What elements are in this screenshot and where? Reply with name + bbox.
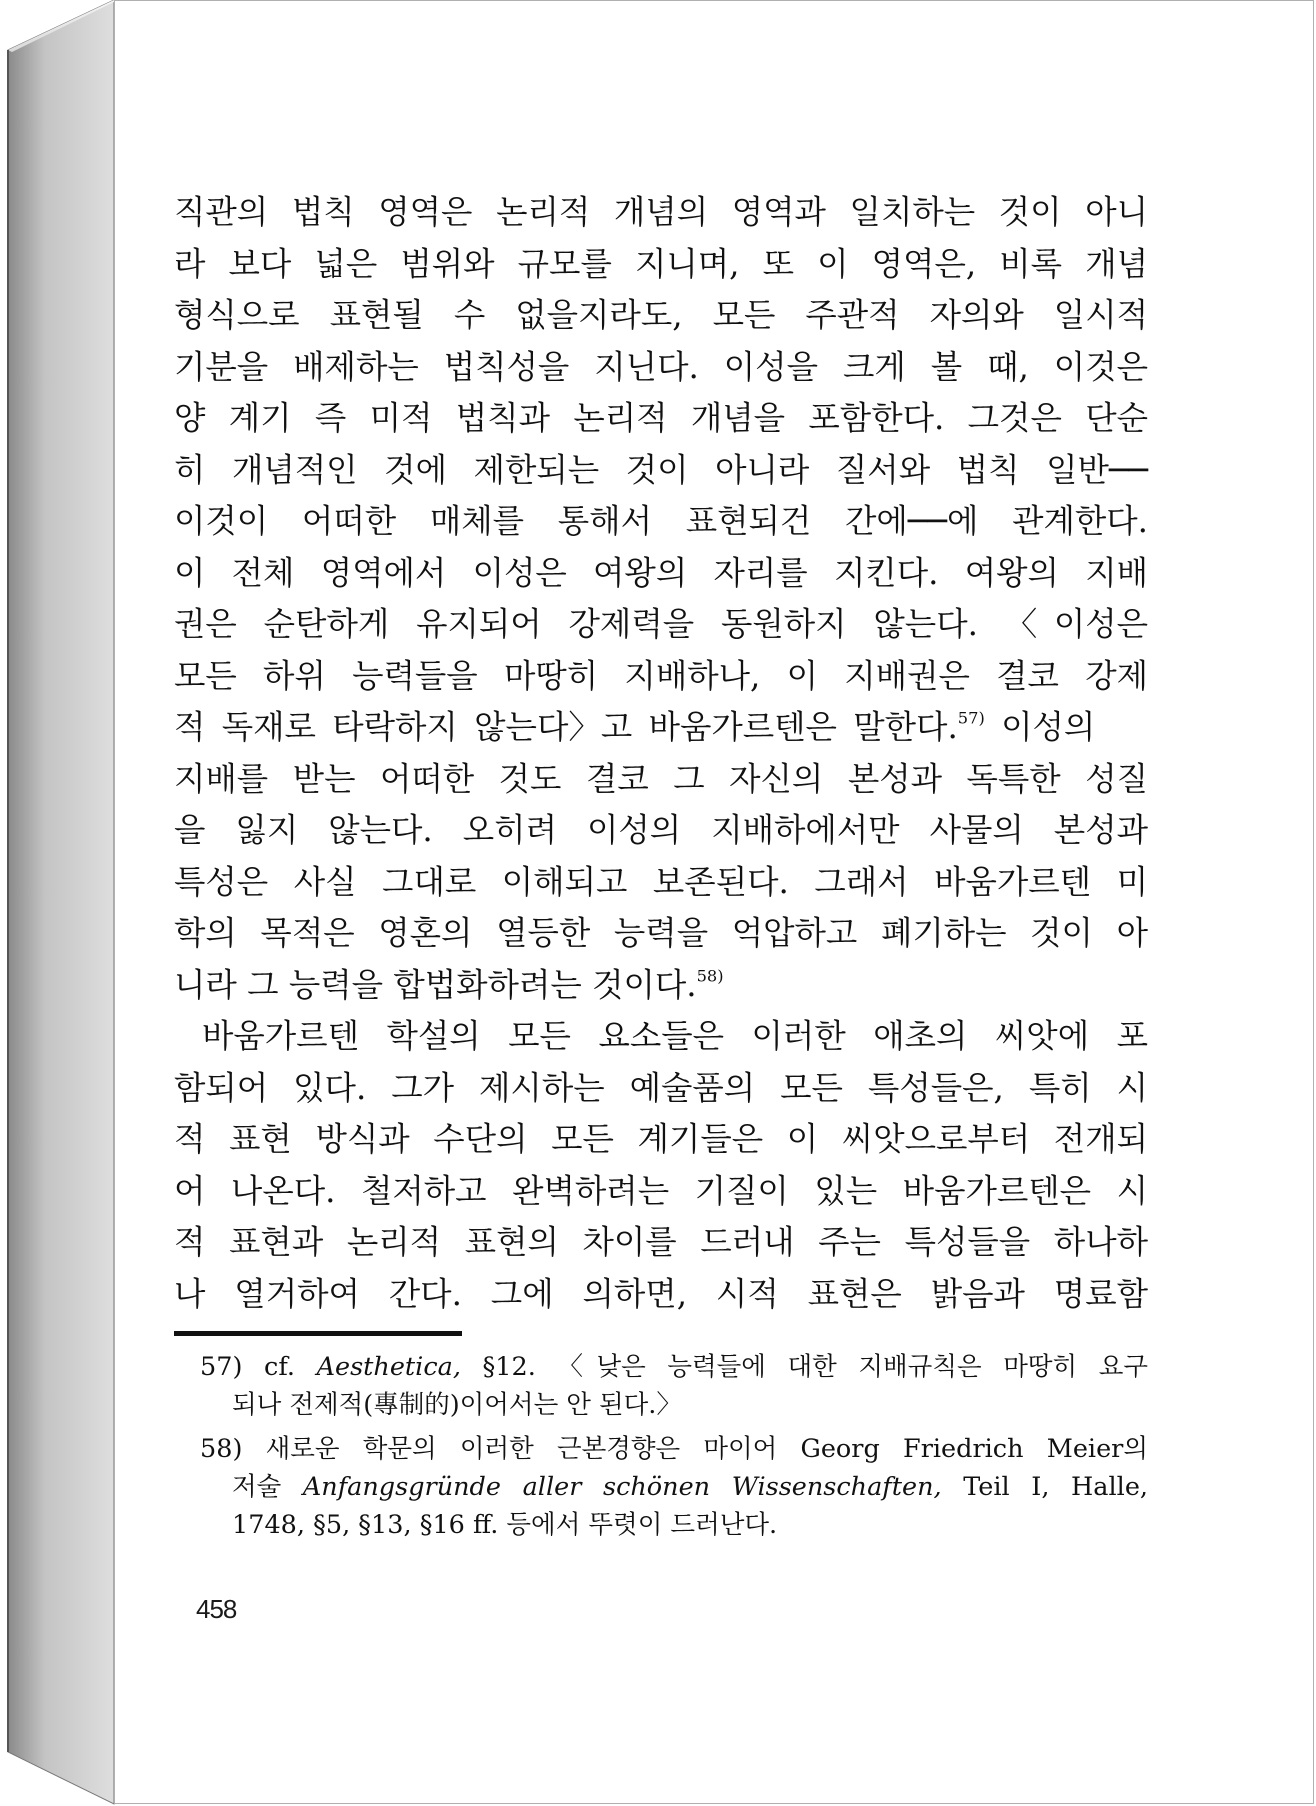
body-line: 적 표현과 논리적 표현의 차이를 드러내 주는 특성들을 하나하	[174, 1223, 1148, 1261]
footnote-58	[200, 1430, 1148, 1468]
body-line: 권은 순탄하게 유지되어 강제력을 동원하지 않는다. 〈이성은	[174, 605, 1148, 643]
footnote-57-continuation: 되나 전제적(專制的)이어서는 안 된다.〉	[232, 1390, 682, 1420]
body-line: 나 열거하여 간다. 그에 의하면, 시적 표현은 밝음과 명료함	[174, 1274, 1148, 1313]
body-line: 직관의 법칙 영역은 논리적 개념의 영역과 일치하는 것이 아니	[174, 193, 1148, 231]
body-line: 형식으로 표현될 수 없을지라도, 모든 주관적 자의와 일시적	[174, 296, 1148, 334]
footnote-text: 저술	[232, 1472, 303, 1502]
footnote-ref-58[interactable]: 58)	[696, 965, 724, 985]
footnote-ref-57[interactable]: 57)	[957, 708, 985, 728]
page-number: 458	[196, 1594, 237, 1624]
footnote-work-title: Aesthetica,	[316, 1352, 461, 1382]
body-line: 라 보다 넓은 범위와 규모를 지니며, 또 이 영역은, 비록 개념	[174, 244, 1148, 283]
body-line: 이것이 어떠한 매체를 통해서 표현되건 간에──에 관계한다.	[174, 502, 1148, 540]
footnote-58-line3: 1748, §5, §13, §16 ff. 등에서 뚜렷이 드러난다.	[232, 1510, 778, 1540]
footnote-text: 새로운 학문의 이러한 근본경향은 마이어 Georg Friedrich Meier의	[265, 1434, 1148, 1464]
body-line-text: 이성의	[984, 708, 1096, 746]
body-line-text: 적 독재로 타락하지 않는다〉고 바움가르텐은 말한다.	[174, 708, 958, 746]
footnote-57	[200, 1348, 1148, 1386]
body-line: 학의 목적은 영혼의 열등한 능력을 억압하고 폐기하는 것이 아	[174, 914, 1148, 952]
footnote-58-line2	[232, 1468, 1148, 1506]
body-line-text: 니라 그 능력을 합법화하려는 것이다.	[174, 965, 697, 1004]
footnote-text: §12. 〈낮은 능력들에 대한 지배규칙은 마땅히 요구	[460, 1352, 1148, 1382]
body-line: 양 계기 즉 미적 법칙과 논리적 개념을 포함한다. 그것은 단순	[174, 399, 1148, 437]
body-line: 기분을 배제하는 법칙성을 지닌다. 이성을 크게 볼 때, 이것은	[174, 347, 1148, 386]
footnote-work-title: Anfangsgründe aller schönen Wissenschaften,	[302, 1472, 942, 1502]
footnote-text: cf.	[264, 1352, 317, 1382]
body-line: 어 나온다. 철저하고 완벽하려는 기질이 있는 바움가르텐은 시	[174, 1171, 1148, 1210]
footnote-marker: 58)	[200, 1434, 243, 1464]
body-line-with-footnote-58	[174, 961, 1148, 1009]
body-line: 이 전체 영역에서 이성은 여왕의 자리를 지킨다. 여왕의 지배	[174, 553, 1148, 592]
footnote-divider	[174, 1331, 462, 1336]
footnote-text: Teil I, Halle,	[941, 1472, 1149, 1502]
body-line: 적 표현 방식과 수단의 모든 계기들은 이 씨앗으로부터 전개되	[174, 1120, 1148, 1158]
body-line: 을 잃지 않는다. 오히려 이성의 지배하에서만 사물의 본성과	[174, 811, 1148, 849]
body-line: 지배를 받는 어떠한 것도 결코 그 자신의 본성과 독특한 성질	[174, 759, 1148, 798]
footnote-marker: 57)	[200, 1352, 243, 1382]
body-line: 함되어 있다. 그가 제시하는 예술품의 모든 특성들은, 특히 시	[174, 1068, 1148, 1107]
body-line-with-footnote-57	[174, 703, 1148, 751]
body-line: 모든 하위 능력들을 마땅히 지배하나, 이 지배권은 결코 강제	[174, 656, 1148, 695]
paragraph-first-line: 바움가르텐 학설의 모든 요소들은 이러한 애초의 씨앗에 포	[202, 1017, 1148, 1055]
body-line: 특성은 사실 그대로 이해되고 보존된다. 그래서 바움가르텐 미	[174, 862, 1148, 901]
body-line: 히 개념적인 것에 제한되는 것이 아니라 질서와 법칙 일반──	[174, 450, 1148, 489]
